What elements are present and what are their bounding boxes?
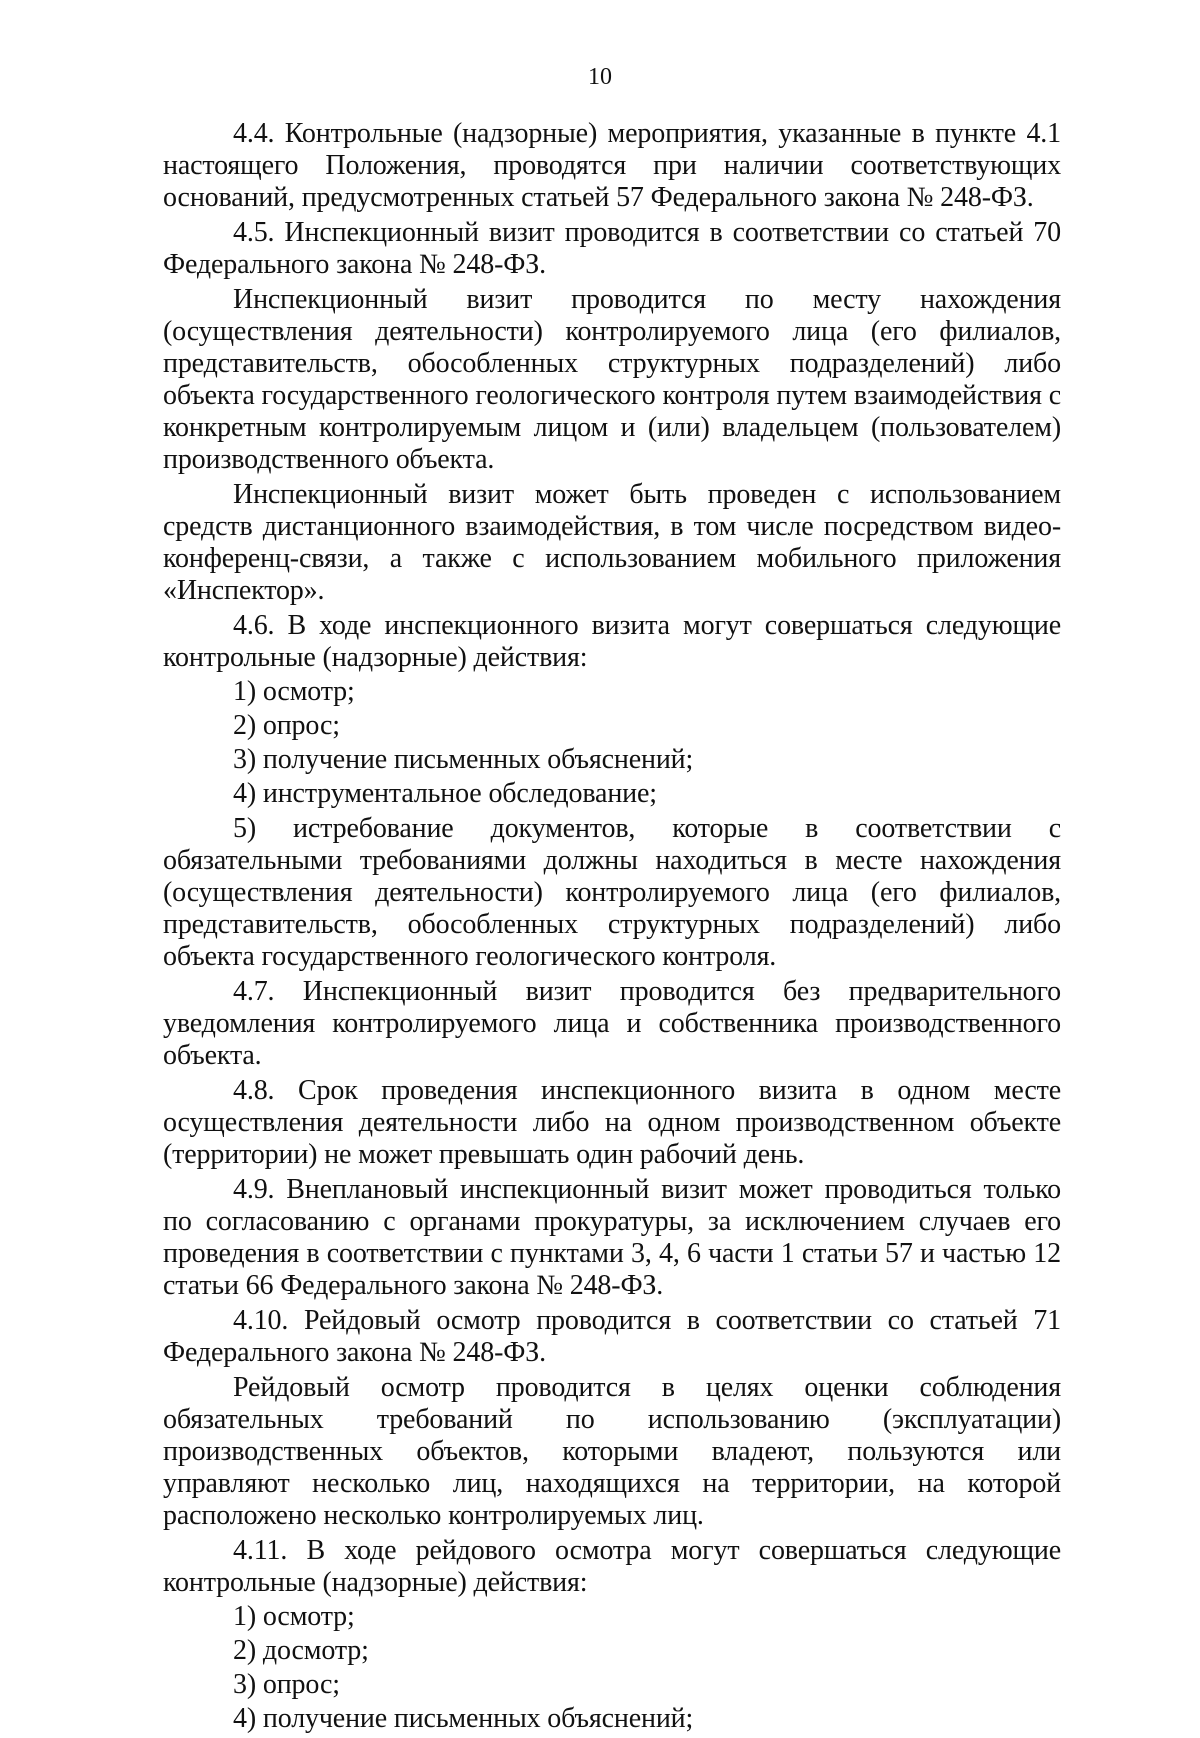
raid-inspection-actions-list bbox=[163, 1602, 1061, 1734]
paragraph-inspection-visit-remote: Инспекционный визит может быть проведен с использованием средств дистанционного взаимодействия, в том числе посредством видео-конференц-связи, а также с использованием мобильного приложения «Инспектор». bbox=[163, 479, 1061, 606]
list-item: 1) осмотр; bbox=[233, 676, 355, 707]
paragraph-4-9: 4.9. Внеплановый инспекционный визит может проводиться только по согласованию с органами прокуратуры, за исключением случаев его проведения в соответствии с пунктами 3, 4, 6 части 1 статьи 57 и частью 12 статьи 66 Федерального закона № 248-ФЗ. bbox=[163, 1174, 1061, 1301]
list-item: 4) инструментальное обследование; bbox=[233, 778, 657, 809]
paragraph-4-7: 4.7. Инспекционный визит проводится без предварительного уведомления контролируемого лица и собственника производственного объекта. bbox=[163, 976, 1061, 1071]
paragraph-4-4: 4.4. Контрольные (надзорные) мероприятия, указанные в пункте 4.1 настоящего Положения, проводятся при наличии соответствующих оснований, предусмотренных статьей 57 Федерального закона № 248-ФЗ. bbox=[163, 118, 1061, 213]
list-item: 2) опрос; bbox=[233, 710, 340, 741]
list-item: 4) получение письменных объяснений; bbox=[233, 1703, 694, 1734]
list-item: 1) осмотр; bbox=[233, 1601, 355, 1632]
paragraph-inspection-visit-location: Инспекционный визит проводится по месту нахождения (осуществления деятельности) контролируемого лица (его филиалов, представительств, обособленных структурных подразделений) либо объекта государственного геологического контроля путем взаимодействия с конкретным контролируемым лицом и (или) владельцем (пользователем) производственного объекта. bbox=[163, 284, 1061, 475]
page-number: 10 bbox=[588, 64, 612, 90]
paragraph-4-6: 4.6. В ходе инспекционного визита могут совершаться следующие контрольные (надзорные) действия: bbox=[163, 610, 1061, 673]
list-item: 3) опрос; bbox=[233, 1669, 340, 1700]
paragraph-4-8: 4.8. Срок проведения инспекционного визита в одном месте осуществления деятельности либо на одном производственном объекте (территории) не может превышать один рабочий день. bbox=[163, 1075, 1061, 1170]
paragraph-4-10: 4.10. Рейдовый осмотр проводится в соответствии со статьей 71 Федерального закона № 248-ФЗ. bbox=[163, 1305, 1061, 1368]
paragraph-raid-inspection-purpose: Рейдовый осмотр проводится в целях оценки соблюдения обязательных требований по использованию (эксплуатации) производственных объектов, которыми владеют, пользуются или управляют несколько лиц, находящихся на территории, на которой расположено несколько контролируемых лиц. bbox=[163, 1372, 1061, 1531]
list-item: 3) получение письменных объяснений; bbox=[233, 744, 694, 775]
paragraph-4-5: 4.5. Инспекционный визит проводится в соответствии со статьей 70 Федерального закона № 248-ФЗ. bbox=[163, 217, 1061, 280]
document-body bbox=[163, 118, 1061, 1738]
paragraph-4-11: 4.11. В ходе рейдового осмотра могут совершаться следующие контрольные (надзорные) действия: bbox=[163, 1535, 1061, 1598]
inspection-visit-actions-list bbox=[163, 677, 1061, 973]
list-item: 5) истребование документов, которые в соответствии с обязательными требованиями должны находиться в месте нахождения (осуществления деятельности) контролируемого лица (его филиалов, представительств, обособленных структурных подразделений) либо объекта государственного геологического контроля. bbox=[163, 813, 1061, 972]
list-item: 2) досмотр; bbox=[233, 1635, 369, 1666]
